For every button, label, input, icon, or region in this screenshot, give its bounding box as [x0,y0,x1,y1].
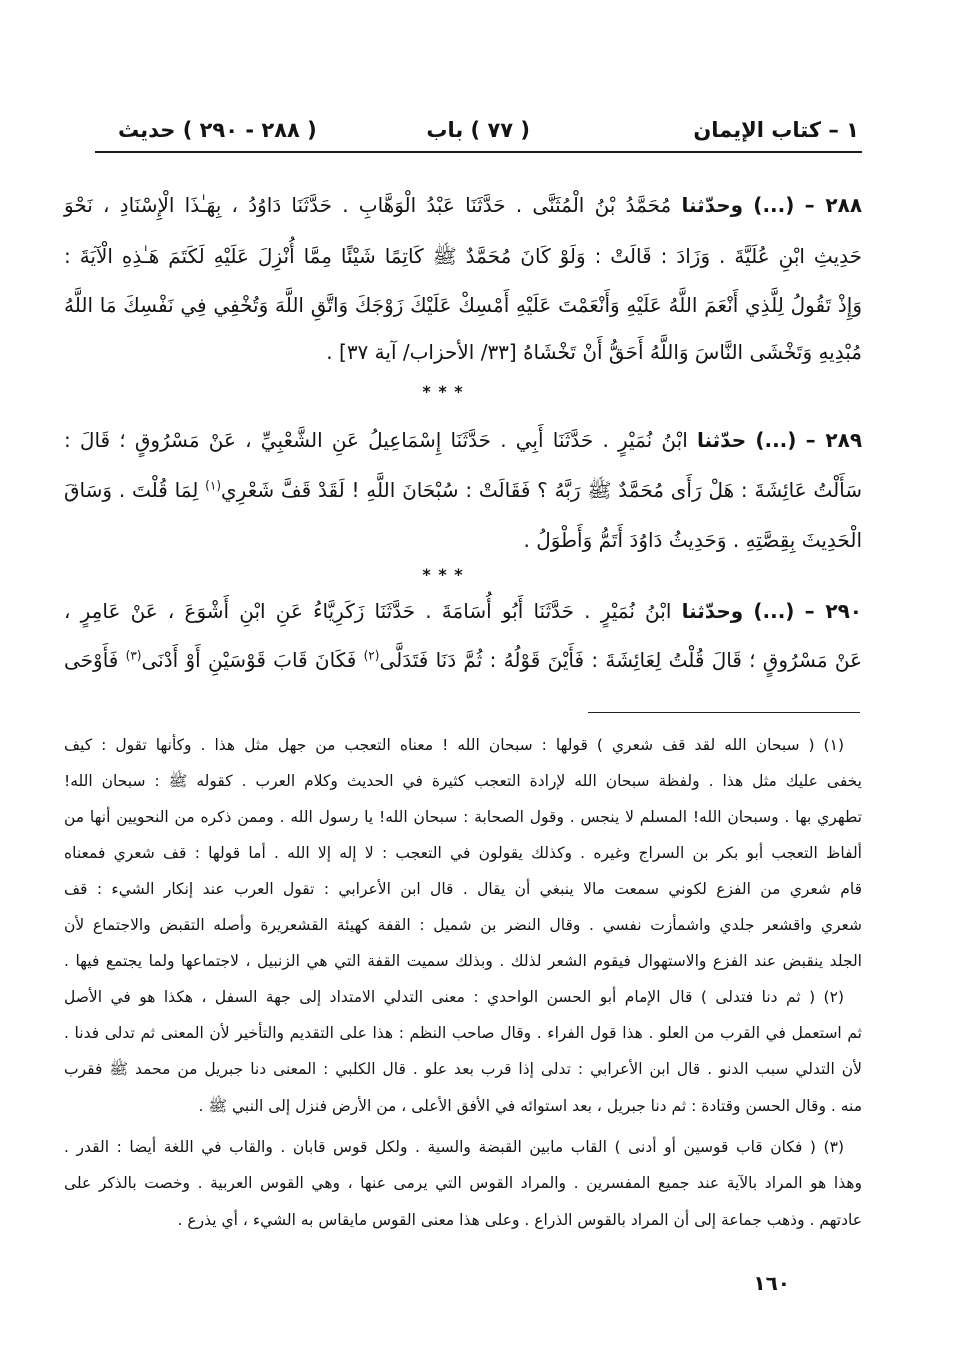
footnote-2-line-2 [64,1017,862,1049]
footnote-marker: (٣) [125,648,142,663]
hadith-ref: (...) [753,193,795,217]
hadith-text: ابْنُ نُمَيْرٍ . حَدَّثَنَا أَبِي . حَدَّثَنَا إِسْمَاعِيلُ عَنِ الشَّعْبِيِّ ، عَنْ مَسْرُوقٍ ؛ قَالَ : [64,428,688,452]
footnote-text: (٢) ( ثم دنا فتدلى ) قال الإمام أبو الحسن الواحدي : معنى التدلي الامتداد إلى جهة السفل ، هكذا هو في الأصل [64,988,844,1006]
hadith-290-line-2 [64,638,862,682]
footnote-text: ألفاظ التعجب أبو بكر بن السراج وغيره . وكذلك يقولون في التعجب : لا إله إلا الله . أما قولها : قف شعري فمعناه [64,844,862,862]
page-number: ١٦٠ [753,1271,790,1295]
section-separator: * * * [422,565,464,584]
section-separator: * * * [422,382,464,401]
hadith-text: عَنْ مَسْرُوقٍ ؛ قَالَ قُلْتُ لِعَائِشَةَ : فَأَيْنَ قَوْلُهُ : ثُمَّ دَنَا فَتَدَلَّى [379,648,863,672]
footnote-marker: (٢) [363,648,380,663]
isnad-lead: وحدّثنا [681,193,744,217]
hadith-text: فَكَانَ قَابَ قَوْسَيْنِ أَوْ أَدْنَى [141,648,357,672]
isnad-lead: وحدّثنا [681,599,744,623]
footnote-2-line-3 [64,1053,862,1085]
footnote-2-line-1 [64,981,862,1013]
footnote-text: الجلد ينقبض عند الفزع والاستهوال فيقوم الشعر لذلك . وبذلك سميت القفة التي هي الزنبيل ، لاجتماعها ولما يجتمع فيها . [64,952,862,970]
hadith-ref: (...) [755,428,797,452]
footnote-text: يخفى عليك مثل هذا . ولفظة سبحان الله لإرادة التعجب كثيرة في الحديث وكلام العرب . كقوله ﷺ : سبحان الله! [64,772,862,790]
hadith-text: الْحَدِيثَ بِقِصَّتِهِ . وَحَدِيثُ دَاوُدَ أَتَمُّ وَأَطْوَلُ . [523,528,862,552]
hadith-288-line-4 [64,330,862,374]
footnote-text: تطهري بها . وسبحان الله! المسلم لا ينجس . وقول الصحابة : سبحان الله! يا رسول الله . وممن ذكره من النحويين أنها من [64,808,862,826]
hadith-289-line-3 [64,518,862,562]
hadith-ref: (...) [753,599,795,623]
footnote-1-line-7 [64,945,862,977]
footnote-2-line-4 [64,1090,862,1122]
header-rule [95,151,862,153]
hadith-number: ٢٨٩ – [805,428,863,452]
footnote-text: (٣) ( فكان قاب قوسين أو أدنى ) القاب مابين القبضة والسية . ولكل قوس قابان . والقاب في اللغة أيضا : القدر . [64,1138,844,1156]
hadith-288-line-1 [64,183,862,227]
hadith-288-line-2 [64,234,862,278]
hadith-290-line-1 [64,589,862,633]
footnote-text: عادتهم . وذهب جماعة إلى أن المراد بالقوس الذراع . وعلى هذا معنى القوس مايقاس به الشيء ، أي يذرع . [177,1211,862,1229]
hadith-text: مُحَمَّدُ بْنُ الْمُثَنَّى . حَدَّثَنَا عَبْدُ الْوَهَّابِ . حَدَّثَنَا دَاوُدُ ، بِهَـٰذَا الْإِسْنَادِ ، نَحْوَ [64,193,672,217]
footnote-text: ثم استعمل في القرب من العلو . هذا قول الفراء . وقال صاحب النظم : هذا على التقديم والتأخير لأن المعنى ثم تدلى فدنا . [64,1024,862,1042]
hadith-288-line-3 [64,283,862,327]
hadith-text: مُبْدِيهِ وَتَخْشَى النَّاسَ وَاللَّهُ أَحَقُّ أَنْ تَخْشَاهُ [٣٣/ الأحزاب/ آية ٣٧] . [326,340,862,364]
footnote-text: لأن التدلي سبب الدنو . قال ابن الأعرابي : تدلى إذا قرب بعد علو . قال الكلبي : المعنى دنا جبريل من محمد ﷺ فقرب [64,1060,862,1078]
footnote-text: وهذا هو المراد بالآية عند جميع المفسرين . والمراد القوس التي يرمى عنها ، وهي القوس العربية . وخصت بالذكر على [64,1174,862,1192]
hadith-text: فَأَوْحَى [64,648,119,672]
hadith-289-line-2 [64,468,862,512]
hadith-text: حَدِيثِ ابْنِ عُلَيَّةَ . وَزَادَ : قَالَتْ : وَلَوْ كَانَ مُحَمَّدٌ ﷺ كَاتِمًا شَيْئًا مِمَّا أُنْزِلَ عَلَيْهِ لَكَتَمَ هَـٰذِهِ الْآيَةَ : [64,244,862,268]
chapter-title: ١ – كتاب الإيمان [693,118,859,142]
hadith-text: ابْنُ نُمَيْرٍ . حَدَّثَنَا أَبُو أُسَامَةَ . حَدَّثَنَا زَكَرِيَّاءُ عَنِ ابْنِ أَشْوَعَ ، عَنْ عَامِرٍ ، [64,599,672,623]
bab-number: ( ٧٧ ) باب [426,118,530,142]
footnote-1-line-4 [64,837,862,869]
footnote-1-line-6 [64,909,862,941]
isnad-lead: حدّثنا [696,428,747,452]
footnote-3-line-2 [64,1167,862,1199]
hadith-number: ٢٨٨ – [804,193,863,217]
hadith-text: لِمَا قُلْتَ . وَسَاقَ [64,478,199,502]
footnote-text: منه . وقال الحسن وقتادة : ثم دنا جبريل ، بعد استوائه في الأفق الأعلى ، من الأرض فنزل إلى النبي ﷺ . [198,1097,862,1115]
hadith-range: ( ٢٨٨ - ٢٩٠ ) حديث [118,118,317,142]
footnote-3-line-1 [64,1131,862,1163]
footnote-1-line-1 [64,729,862,761]
footnote-text: شعري واقشعر جلدي واشمأزت نفسي . وقال النضر بن شميل : القفة كهيئة القشعريرة وأصله التقبض والاجتماع لأن [64,916,862,934]
hadith-289-line-1 [64,418,862,462]
hadith-number: ٢٩٠ – [804,599,863,623]
footnote-marker: (١) [205,478,221,493]
footnote-rule [588,712,860,713]
footnote-1-line-3 [64,801,862,833]
footnote-3-line-3 [64,1204,862,1236]
footnote-1-line-2 [64,765,862,797]
hadith-text: سَأَلْتُ عَائِشَةَ : هَلْ رَأَى مُحَمَّدٌ ﷺ رَبَّهُ ؟ فَقَالَتْ : سُبْحَانَ اللَّهِ ! لَقَدْ قَفَّ شَعْرِي [221,478,863,502]
hadith-text: وَإِذْ تَقُولُ لِلَّذِي أَنْعَمَ اللَّهُ عَلَيْهِ وَأَنْعَمْتَ عَلَيْهِ أَمْسِكْ عَلَيْكَ زَوْجَكَ وَاتَّقِ اللَّهَ وَتُخْفِي فِي نَفْسِكَ مَا اللَّهُ [64,293,862,317]
footnote-text: قام شعري من الفزع لكوني سمعت مالا ينبغي أن يقال . قال ابن الأعرابي : تقول العرب عند إنكار الشيء : قف [64,880,862,898]
footnote-1-line-5 [64,873,862,905]
footnote-text: (١) ( سبحان الله لقد قف شعري ) قولها : سبحان الله ! معناه التعجب من جهل مثل هذا . وكأنها تقول : كيف [64,736,844,754]
